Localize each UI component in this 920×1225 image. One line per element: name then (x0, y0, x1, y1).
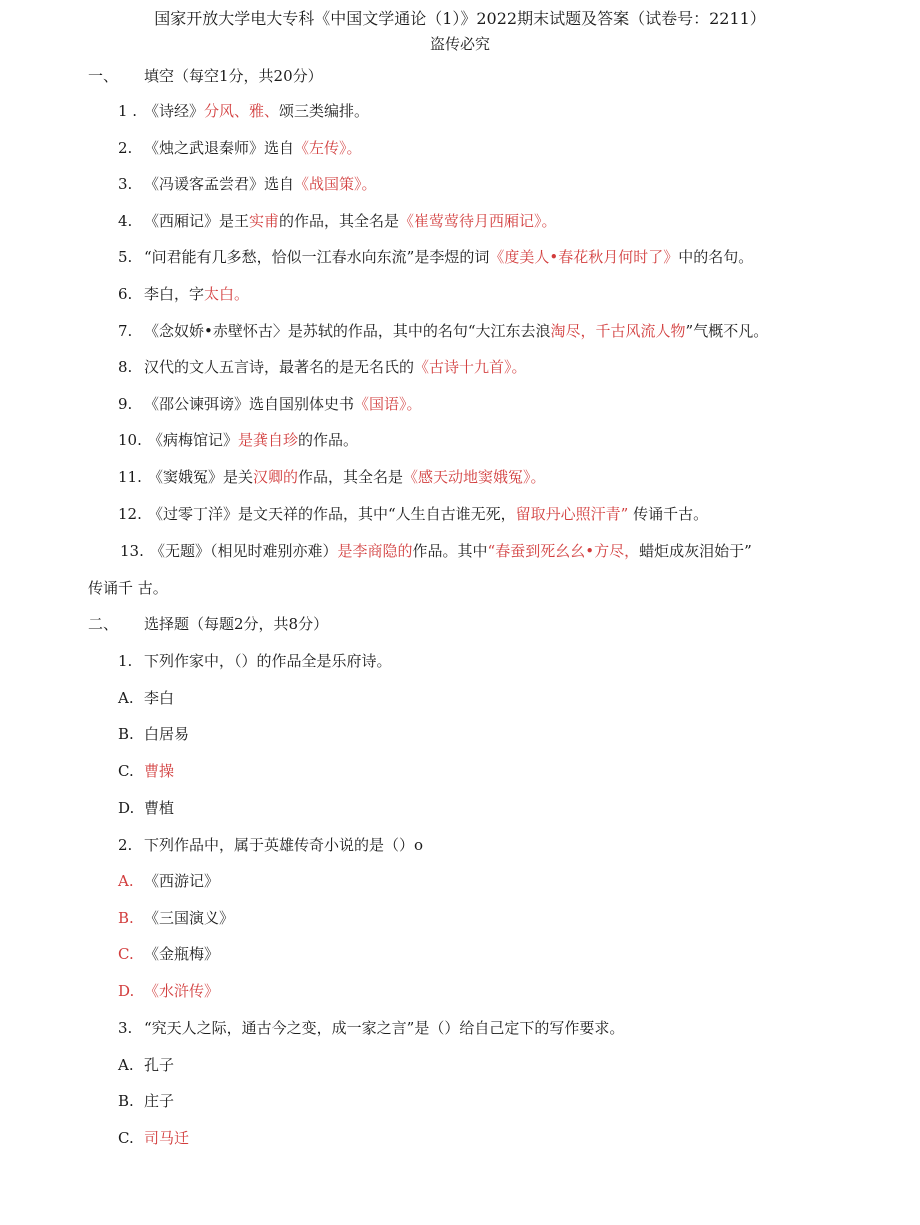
question-text: 的作品。 (298, 431, 359, 449)
question-text: 李白，字 (144, 285, 205, 303)
section-2-number: 二、 (88, 615, 119, 633)
option-label: B. (118, 1092, 134, 1110)
answer-text: 《古诗十九首》。 (414, 358, 527, 376)
item-number: 6. (118, 285, 133, 303)
option-label: C. (118, 945, 134, 963)
question-number: 3. (118, 1019, 133, 1037)
answer-text: 曹操 (144, 762, 175, 780)
option-label: A. (118, 1056, 134, 1074)
question-text: 《病梅馆记》 (148, 431, 239, 449)
option-b (118, 907, 234, 928)
answer-text: 《左传》。 (294, 139, 362, 157)
question-text: 《冯谖客孟尝君》选自 (144, 175, 295, 193)
question-text: 作品，其全名是 (298, 468, 404, 486)
option-label: A. (118, 872, 134, 890)
fill-item-9 (118, 393, 422, 414)
fill-item-11 (118, 466, 546, 487)
question-text: 《过零丁洋》是文天祥的作品，其中“人生自古谁无死， (148, 505, 516, 523)
question-2 (118, 834, 423, 855)
question-text: ”气概不凡。 (685, 322, 769, 340)
fill-item-4 (118, 210, 557, 231)
fill-item-3 (118, 173, 377, 194)
option-text: 《三国演义》 (144, 909, 235, 927)
option-text: 孔子 (144, 1056, 175, 1074)
answer-text: 《战国策》。 (294, 175, 377, 193)
item-number: 1 . (118, 102, 138, 120)
answer-text: 《崔莺莺待月西厢记》。 (399, 212, 557, 230)
fill-item-1 (118, 100, 369, 121)
item-number: 2. (118, 139, 133, 157)
option-d (118, 797, 174, 818)
answer-text: 《国语》。 (354, 395, 422, 413)
option-label: C. (118, 1129, 134, 1147)
question-text: 《无题》（相见时难别亦难） (150, 542, 338, 560)
question-text: 《诗经》 (144, 102, 205, 120)
answer-text: 是龚自珍 (238, 431, 299, 449)
question-text: 传诵千古。 (628, 505, 709, 523)
option-text: 曹植 (144, 799, 175, 817)
option-text: 白居易 (144, 725, 190, 743)
question-number: 1. (118, 652, 133, 670)
answer-text: 留取丹心照汗青” (515, 505, 629, 523)
question-text: 作品。其中 (412, 542, 488, 560)
question-text: “问君能有几多愁，恰似一江春水向东流”是李煜的词 (144, 248, 490, 266)
option-c (118, 943, 219, 964)
option-d (118, 980, 219, 1001)
option-a (118, 870, 219, 891)
answer-text: 司马迁 (144, 1129, 190, 1147)
fill-item-5 (118, 246, 753, 267)
option-a (118, 1054, 174, 1075)
question-text: 《烛之武退秦师》选自 (144, 139, 295, 157)
option-text: 《金瓶梅》 (144, 945, 220, 963)
question-text: 《念奴娇•赤壁怀古〉是苏轼的作品，其中的名句“大江东去浪 (144, 322, 551, 340)
section-1-label: 填空（每空1分，共20分） (144, 67, 323, 85)
item-number: 9. (118, 395, 133, 413)
option-label: D. (118, 982, 135, 1000)
question-text: 颂三类编排。 (279, 102, 370, 120)
answer-text: 淘尽，千古风流人物 (550, 322, 686, 340)
question-text: 汉代的文人五言诗，最著名的是无名氏的 (144, 358, 415, 376)
question-number: 2. (118, 836, 133, 854)
answer-text: 《度美人•春花秋月何时了》 (489, 248, 679, 266)
option-label: B. (118, 725, 134, 743)
option-b (118, 1090, 174, 1111)
item-number: 5. (118, 248, 133, 266)
answer-text: 汉卿的 (253, 468, 299, 486)
section-1-number: 一、 (88, 67, 119, 85)
answer-text: 实甫 (249, 212, 280, 230)
item-number: 12. (118, 505, 142, 523)
answer-text: 《感天动地窦娥冤》。 (403, 468, 546, 486)
option-label: A. (118, 689, 134, 707)
item-number: 13. (120, 542, 144, 560)
option-text: 李白 (144, 689, 175, 707)
answer-text: 《水浒传》 (144, 982, 220, 1000)
answer-text: 分风、雅、 (204, 102, 280, 120)
option-c (118, 760, 174, 781)
question-text: 下列作家中，（）的作品全是乐府诗。 (144, 652, 392, 670)
fill-item-8 (118, 356, 527, 377)
question-text: 下列作品中，属于英雄传奇小说的是（）o (144, 836, 424, 854)
option-label: C. (118, 762, 134, 780)
question-text: 蜡炬成灰泪始于” (639, 542, 752, 560)
answer-text: “春蚕到死幺幺•方尽， (487, 542, 640, 560)
item-13-continuation: 传诵千 古。 (88, 579, 168, 597)
option-text: 《西游记》 (144, 872, 220, 890)
fill-item-2 (118, 137, 362, 158)
answer-text: 是李商隐的 (337, 542, 413, 560)
section-2-heading (88, 613, 328, 634)
fill-item-7 (118, 320, 768, 341)
option-b (118, 723, 189, 744)
question-text: “究天人之际，通古今之变，成一家之言”是（）给自己定下的写作要求。 (144, 1019, 625, 1037)
item-number: 3. (118, 175, 133, 193)
fill-item-12 (118, 503, 708, 524)
question-text: 中的名句。 (678, 248, 754, 266)
option-label: D. (118, 799, 135, 817)
question-text: 《邵公谏弭谤》选自国别体史书 (144, 395, 355, 413)
question-text: 《西厢记》是王 (144, 212, 250, 230)
question-3 (118, 1017, 624, 1038)
question-text: 《窦娥冤》是关 (148, 468, 254, 486)
question-text: 的作品，其全名是 (279, 212, 400, 230)
item-number: 8. (118, 358, 133, 376)
option-text: 庄子 (144, 1092, 175, 1110)
page-title: 国家开放大学电大专科《中国文学通论（1）》2022期末试题及答案（试卷号：2211） (154, 9, 766, 28)
item-number: 7. (118, 322, 133, 340)
answer-text: 太白。 (204, 285, 250, 303)
question-1 (118, 650, 392, 671)
option-label: B. (118, 909, 134, 927)
item-number: 10. (118, 431, 142, 449)
item-number: 11. (118, 468, 142, 486)
item-number: 4. (118, 212, 133, 230)
fill-item-10 (118, 429, 358, 450)
section-1-heading (88, 65, 323, 86)
option-a (118, 687, 174, 708)
option-c (118, 1127, 189, 1148)
section-2-label: 选择题（每题2分，共8分） (144, 615, 329, 633)
fill-item-13 (120, 540, 752, 561)
fill-item-6 (118, 283, 249, 304)
page-subtitle: 盗传必究 (429, 35, 490, 53)
